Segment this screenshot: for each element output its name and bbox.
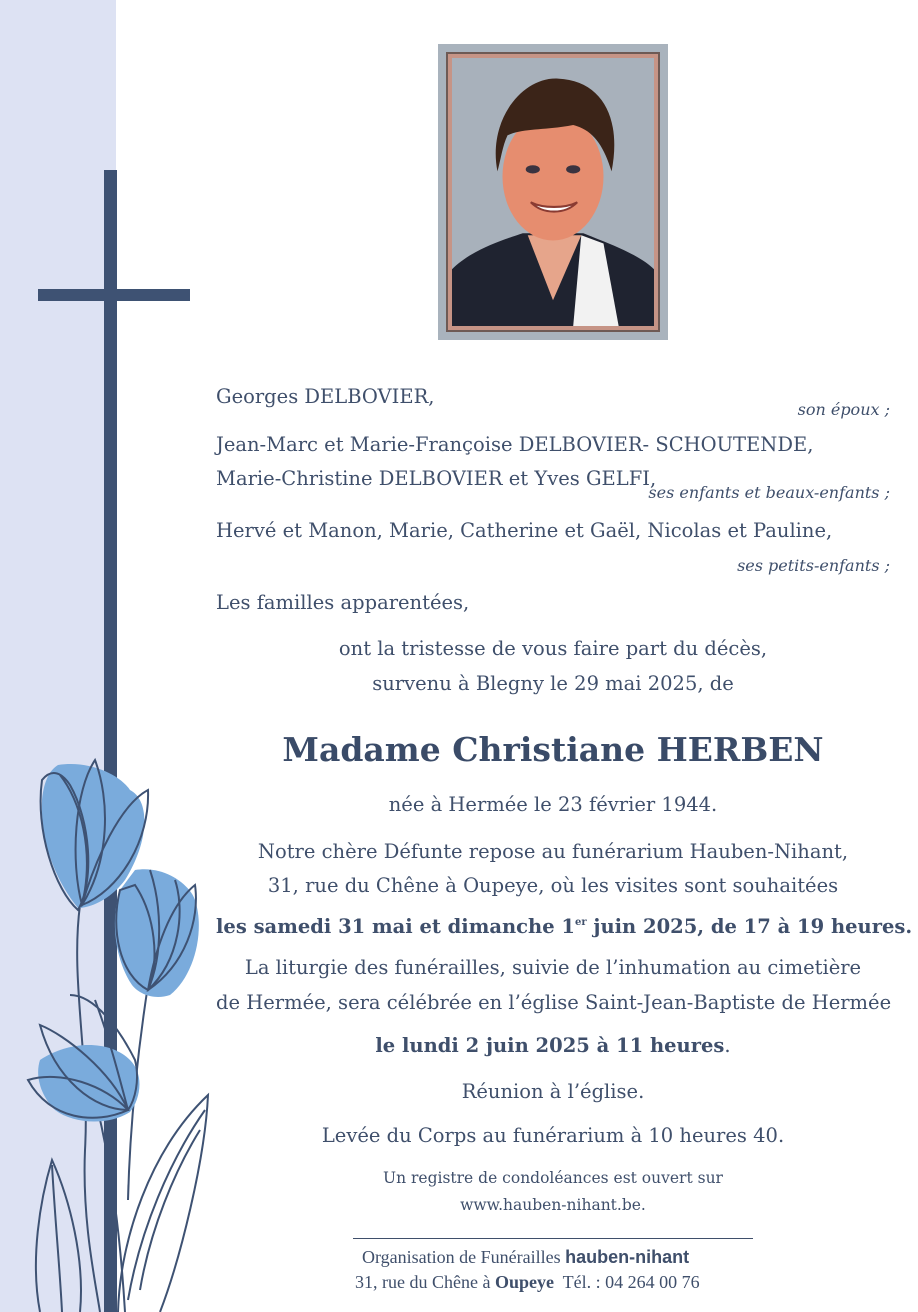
announcement-line-2: survenu à Blegny le 29 mai 2025, de — [372, 672, 734, 695]
cross-icon — [104, 170, 117, 1312]
funeral-date-period: . — [724, 1034, 731, 1057]
spouse-relation: son époux ; — [797, 400, 890, 419]
funeral-line-2: de Hermée, sera célébrée en l’église Saint-Jean-Baptiste de Hermée — [216, 991, 892, 1014]
registry-line: Un registre de condoléances est ouvert sur — [383, 1169, 723, 1187]
children-line-2: Marie-Christine DELBOVIER et Yves GELFI, — [216, 467, 657, 490]
relatives: Les familles apparentées, — [216, 591, 470, 614]
funeral-date — [216, 1034, 890, 1058]
grandchildren-relation: ses petits-enfants ; — [737, 556, 890, 575]
footer-org-line — [362, 1247, 689, 1268]
funeral-line-1: La liturgie des funérailles, suivie de l’inhumation au cimetière — [244, 956, 862, 979]
levee-info: Levée du Corps au funérarium à 10 heures 40. — [321, 1124, 785, 1147]
deceased-name: Madame Christiane HERBEN — [282, 730, 824, 769]
funeral-date-text: le lundi 2 juin 2025 à 11 heures — [375, 1034, 725, 1057]
visitation-dates-end: juin 2025, de 17 à 19 heures. — [586, 915, 913, 938]
footer-phone: Tél. : 04 264 00 76 — [562, 1272, 700, 1292]
footer-address: 31, rue du Chêne à — [355, 1272, 491, 1292]
announcement-line-1: ont la tristesse de vous faire part du décès, — [338, 637, 768, 660]
grandchildren: Hervé et Manon, Marie, Catherine et Gaël, Nicolas et Pauline, — [216, 519, 833, 542]
children-relation: ses enfants et beaux-enfants ; — [648, 483, 890, 502]
birth-info: née à Hermée le 23 février 1944. — [388, 793, 718, 816]
footer-address-line — [355, 1272, 700, 1293]
children-line-1: Jean-Marc et Marie-Françoise DELBOVIER- SCHOUTENDE, — [216, 433, 814, 456]
footer-city: Oupeye — [494, 1272, 554, 1292]
registry-url[interactable]: www.hauben-nihant.be. — [460, 1196, 646, 1214]
visitation-dates — [216, 911, 913, 939]
visitation-dates-start: les samedi 31 mai et dimanche 1 — [216, 915, 575, 938]
footer-org-label: Organisation de Funérailles — [362, 1247, 561, 1267]
footer-divider — [353, 1238, 753, 1239]
brand-logo: hauben-nihant — [565, 1247, 690, 1267]
visitation-line-2: 31, rue du Chêne à Oupeye, où les visites sont souhaitées — [267, 874, 839, 897]
portrait-frame — [438, 44, 668, 340]
portrait-photo — [446, 52, 660, 332]
flower-illustration — [28, 760, 208, 1312]
meeting-info: Réunion à l’église. — [461, 1080, 645, 1103]
spouse-name: Georges DELBOVIER, — [216, 385, 435, 408]
visitation-line-1: Notre chère Défunte repose au funérarium Hauben-Nihant, — [257, 840, 849, 863]
cross-bar — [38, 289, 190, 301]
visitation-dates-sup: er — [574, 917, 587, 928]
